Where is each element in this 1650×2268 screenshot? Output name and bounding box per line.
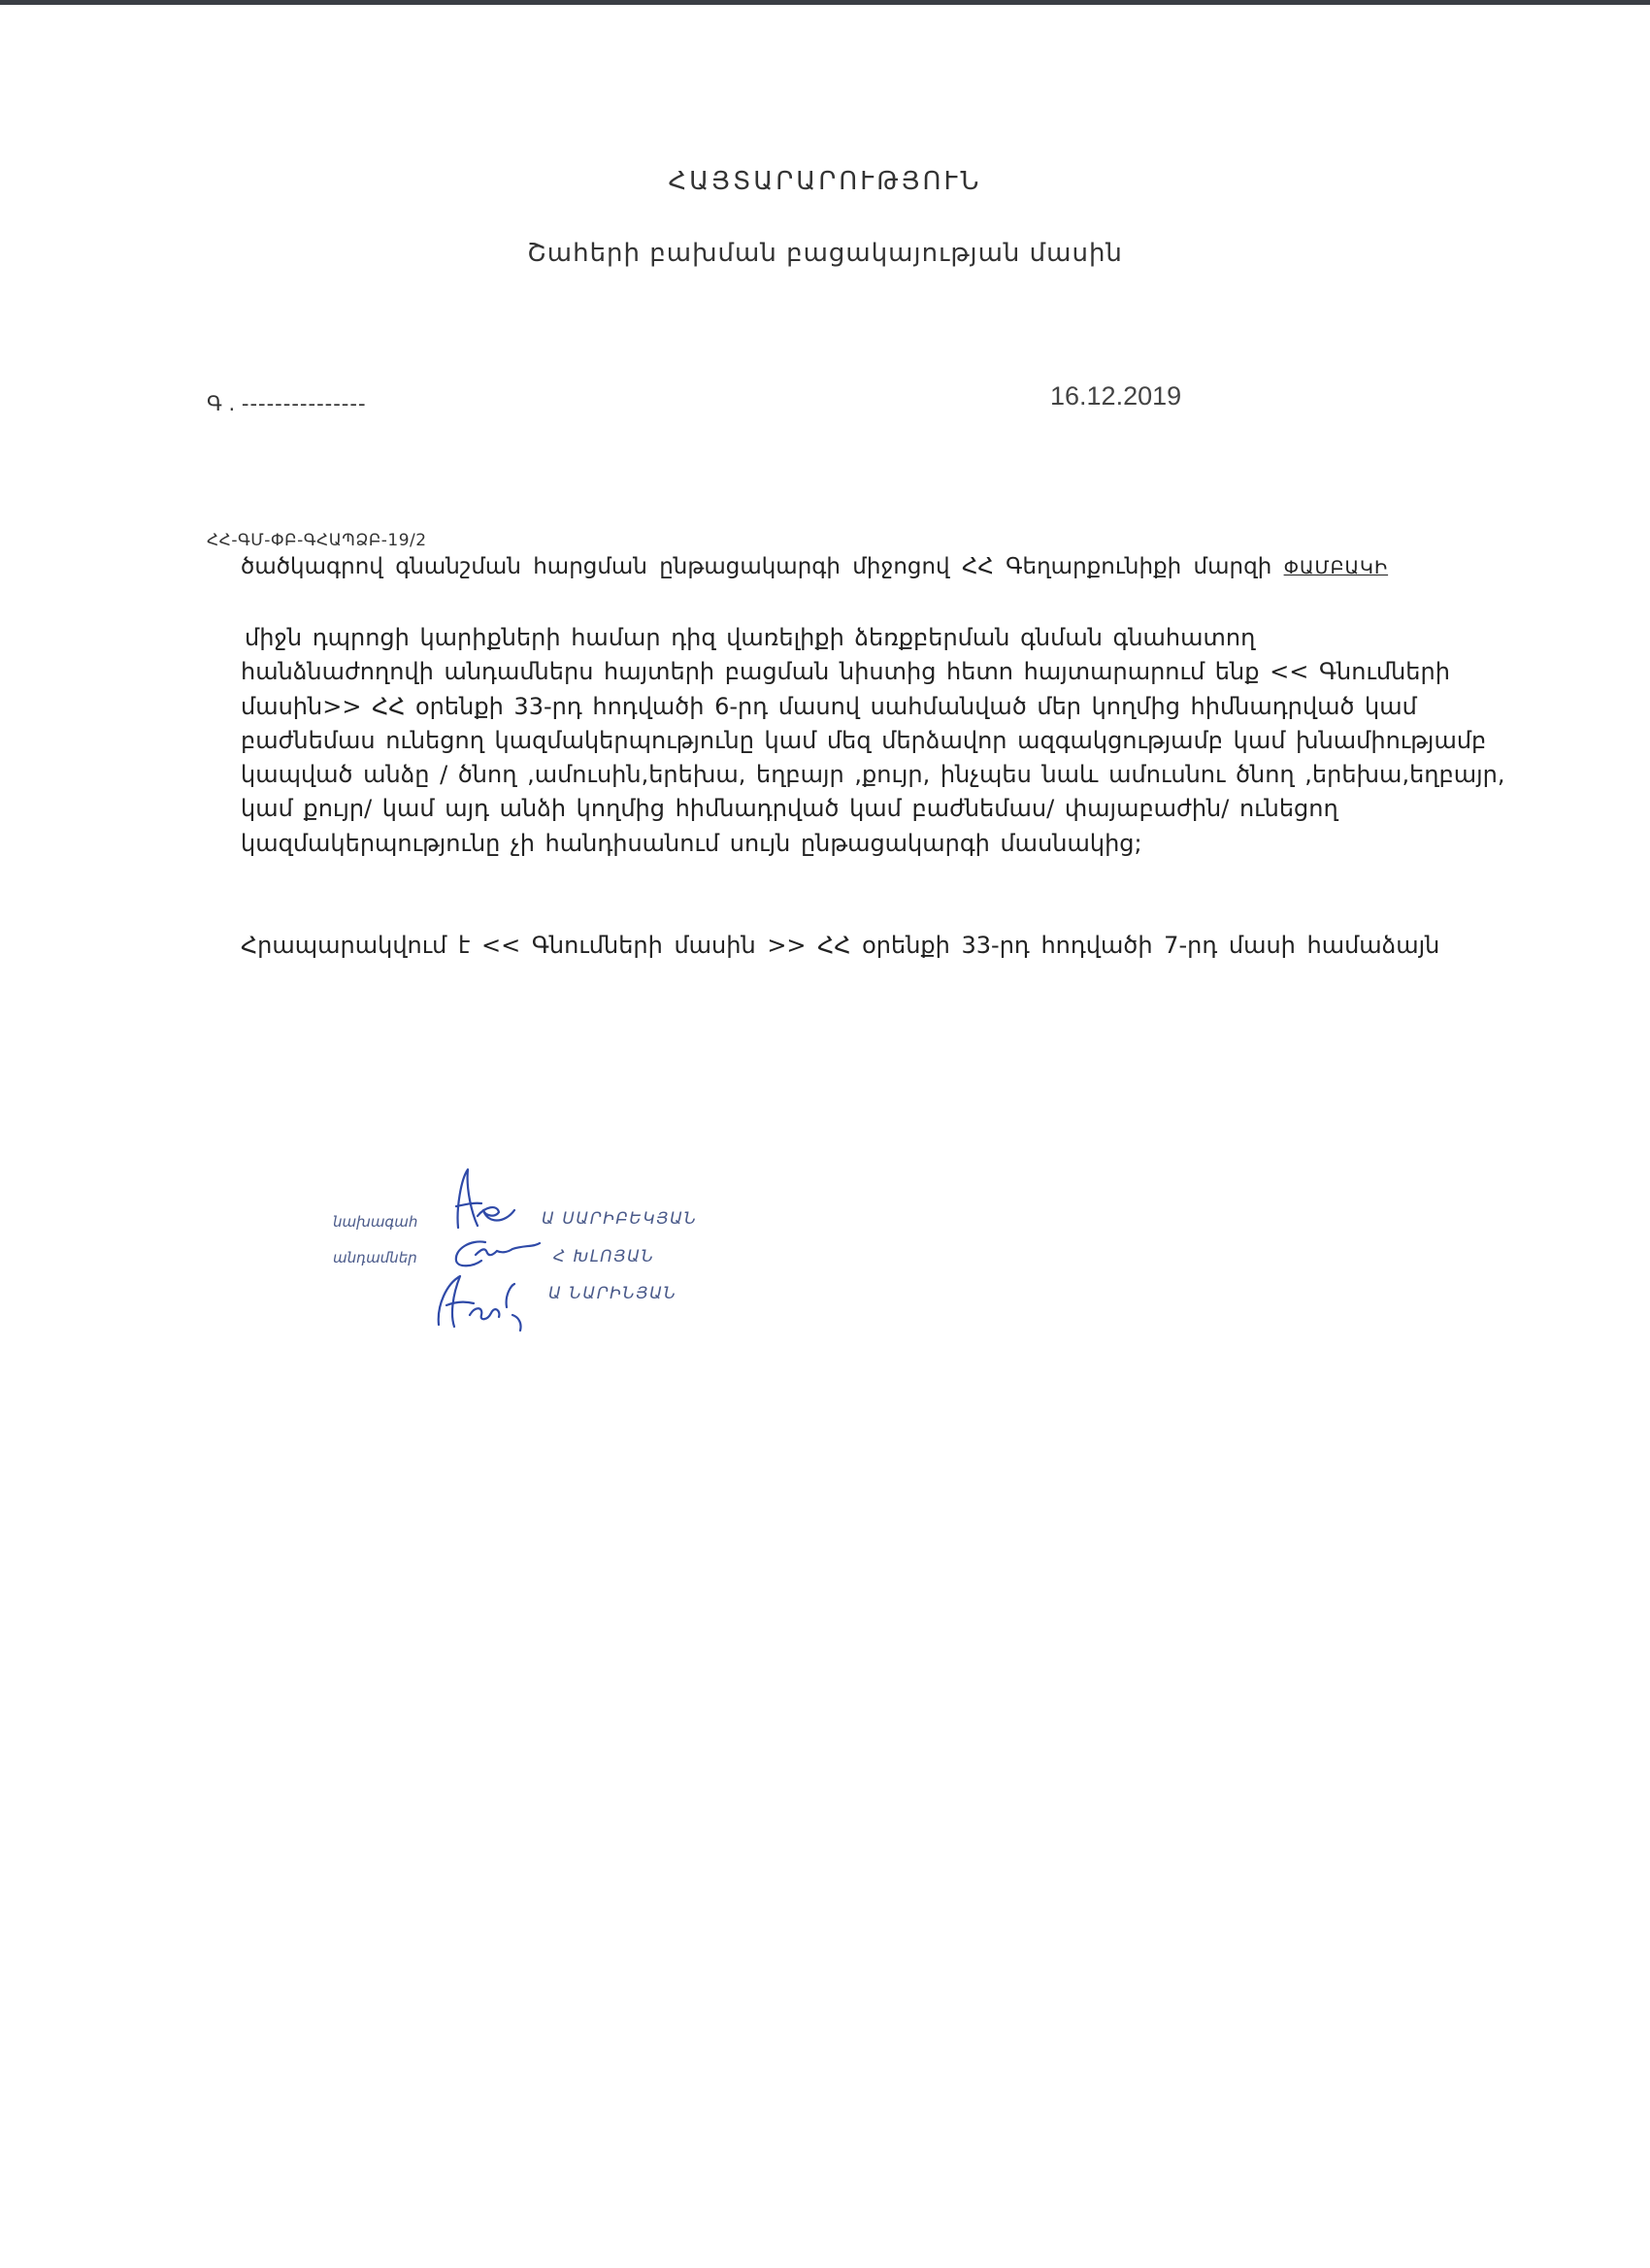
signature-member-2 bbox=[439, 1276, 521, 1331]
city-prefix: Գ . bbox=[207, 392, 236, 415]
document-date: 16.12.2019 bbox=[1050, 381, 1182, 411]
chair-role-label: նախագահ bbox=[333, 1213, 418, 1231]
document-title: ՀԱՅՏԱՐԱՐՈՒԹՅՈՒՆ bbox=[668, 167, 982, 196]
paragraph-line: բաժնեմաս ունեցող կազմակերպությունը կամ մեզ մերձավոր ազգակցությամբ կամ խնամիությամբ bbox=[241, 726, 1487, 754]
paragraph-line: կազմակերպությունը չի հանդիսանում սույն ընթացակարգի մասնակից; bbox=[241, 829, 1142, 857]
publication-note: Հրապարակվում է << Գնումների մասին >> ՀՀ օրենքի 33-րդ հոդվածի 7-րդ մասի համաձայն bbox=[241, 932, 1440, 959]
city-field bbox=[207, 392, 367, 415]
paragraph-line: միջն դպրոցի կարիքների համար դիզ վառելիքի ձեռքբերման գնման գնահատող bbox=[245, 624, 1256, 651]
paragraph-line: կապված անձը / ծնող ,ամուսին,երեխա, եղբայր ,քույր, ինչպես նաև ամուսնու ծնող ,երեխա,եղբայր, bbox=[241, 761, 1505, 789]
handwritten-signatures bbox=[417, 1160, 611, 1354]
procedure-code: ՀՀ-ԳՄ-ՓԲ-ԳՀԱՊՁԲ-19/2 bbox=[207, 531, 427, 550]
signatory-name: Հ ԽԼՈՅԱՆ bbox=[553, 1247, 655, 1266]
signature-member-1 bbox=[456, 1241, 540, 1265]
signature-chair bbox=[456, 1169, 514, 1228]
intro-text: ծածկագրով գնանշման հարցման ընթացակարգի միջոցով ՀՀ Գեղարքունիքի մարզի bbox=[241, 554, 1272, 579]
paragraph-line: մասին>> ՀՀ օրենքի 33-րդ հոդվածի 6-րդ մասով սահմանված մեր կողմից հիմնադրված կամ bbox=[241, 692, 1417, 720]
signatory-name: Ա ՍԱՐԻԲԵԿՅԱՆ bbox=[542, 1209, 698, 1229]
members-role-label: անդամներ bbox=[333, 1249, 417, 1266]
signatory-name: Ա ՆԱՐԻՆՅԱՆ bbox=[548, 1284, 677, 1303]
intro-line bbox=[241, 554, 1388, 579]
paragraph-line: կամ քույր/ կամ այդ անձի կողմից հիմնադրված կամ բաժնեմաս/ փայաբաժին/ ունեցող bbox=[241, 795, 1338, 823]
city-blank: --------------- bbox=[241, 392, 367, 415]
declaration-paragraph bbox=[241, 621, 1505, 861]
scan-top-edge bbox=[0, 0, 1650, 5]
paragraph-line: հանձնաժողովի անդամներս հայտերի բացման նիստից հետո հայտարարում ենք << Գնումների bbox=[241, 658, 1450, 686]
town-name: ՓԱՄԲԱԿԻ bbox=[1283, 557, 1389, 578]
document-subtitle: Շահերի բախման բացակայության մասին bbox=[527, 239, 1123, 268]
